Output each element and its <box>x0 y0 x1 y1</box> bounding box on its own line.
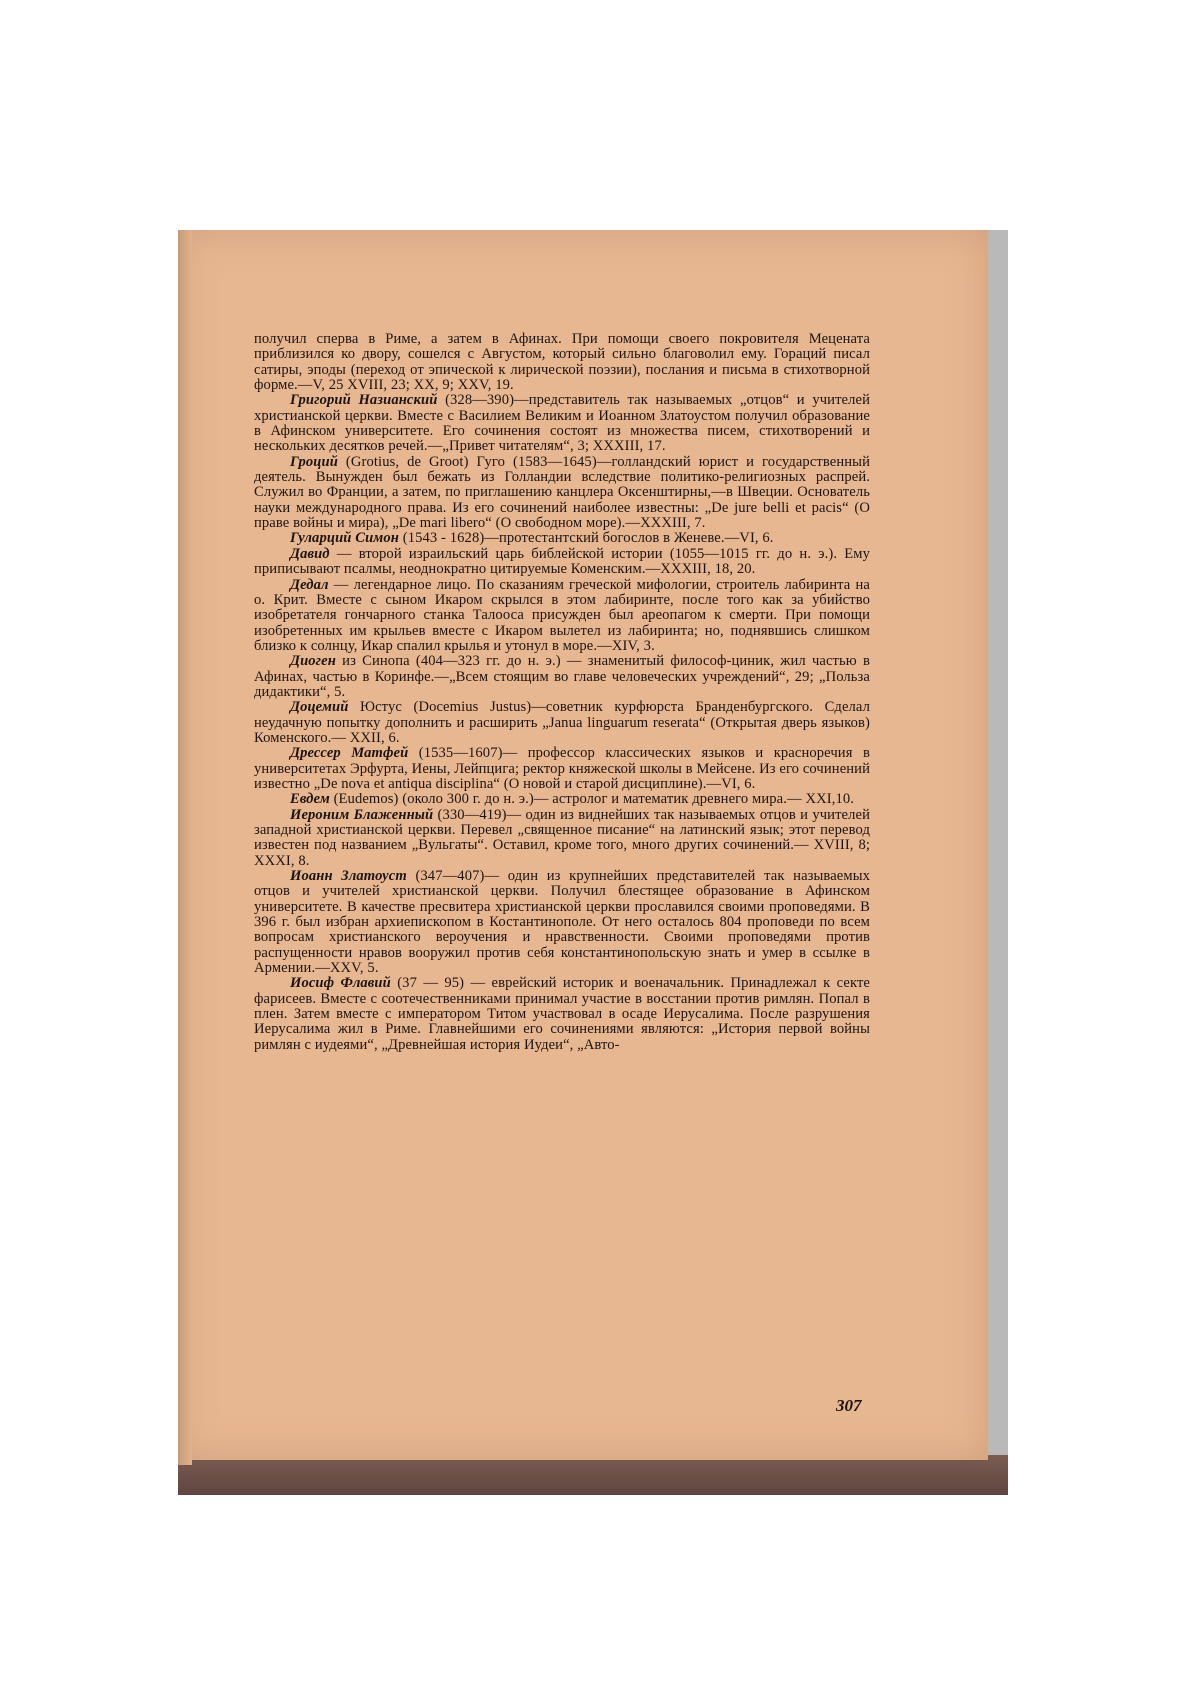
entry-david <box>254 547 870 578</box>
entry-text: — легендарное лицо. По сказаниям греческой мифологии, строитель лабиринта на о. Крит. Вместе с сыном Икаром скрылся в этом лабиринте, после того как за убийство изобретателя гончарного станка Талооса присужден был ареопагом к смерти. При помощи изобретенных им крыльев вместе с Икаром вылетел из лабиринта; но, поднявшись слишком близко к солнцу, Икар спалил крылья и утонул в море.—XIV, 3. <box>254 576 870 654</box>
entry-daedalus <box>254 578 870 655</box>
page-number: 307 <box>836 1396 862 1415</box>
entry-text: (328—390)—представитель так называемых „отцов“ и учителей христианской церкви. Вместе с Василием Великим и Иоанном Златоустом получил образование в Афинском университете. Его сочинения состоят из множества писем, стихотворений и нескольких десятков речей.—„Привет читателям“, 3; XXXIII, 17. <box>254 392 870 455</box>
entry-name: Диоген <box>290 653 336 670</box>
entry-name: Иосиф Флавий <box>290 975 391 992</box>
entry-gregory-nazianzen <box>254 393 870 454</box>
entry-josephus <box>254 976 870 1053</box>
entry-name: Дрессер Матфей <box>290 745 409 762</box>
entry-text: (Eudemos) (около 300 г. до н. э.)— астролог и математик древнего мира.— XXI,10. <box>329 791 854 808</box>
entry-name: Доцемий <box>290 699 349 716</box>
entry-jerome <box>254 808 870 869</box>
text-column <box>254 332 870 1053</box>
entry-text: из Синопа (404—323 гг. до н. э.) — знаменитый философ-циник, жил частью в Афинах, частью в Коринфе.—„Всем стоящим во главе человеческих учреждений“, 29; „Польза дидактики“, 5. <box>254 653 870 700</box>
page-bottom-edge <box>178 1455 1008 1495</box>
entry-name: Григорий Назианский <box>290 392 438 409</box>
entry-name: Евдем <box>290 791 330 808</box>
entry-goulart <box>254 531 870 546</box>
entry-text: (347—407)— один из крупнейших представителей так называемых отцов и учителей христианской церкви. Получил блестящее образование в Афинском университете. В качестве пресвитера христианской церкви прославился своими проповедями. В 396 г. был избран архиепископом в Костантинополе. От него осталось 804 проповеди по всем вопросам христианского вероучения и нравственности. Своими проповедями против распущенности нравов вооружил против себя константинопольскую знать и умер в ссылке в Армении.—XXV, 5. <box>254 868 871 977</box>
page-spine-edge <box>178 230 192 1465</box>
entry-name: Иероним Блаженный <box>290 806 434 823</box>
entry-text: (1535—1607)— профессор классических языков и красноречия в университетах Эрфурта, Иены, Лейпцига; ректор княжеской школы в Мейсене. Из его сочинений известно „De nova et antiqua disciplina“ (О новой и старой дисциплине).—VI, 6. <box>254 745 870 792</box>
entry-text: (Grotius, de Groot) Гуго (1583—1645)—голландский юрист и государственный деятель. Вынужден был бежать из Голландии вследствие политико-религиозных распрей. Служил во Франции, а затем, по приглашению канцлера Оксенштирны,—в Швеции. Основатель науки международного права. Из его сочинений наиболее известны: „De jure belli et pacis“ (О праве войны и мира), „De mari libero“ (О свободном море).—XXXIII, 7. <box>254 453 870 532</box>
entry-name: Давид <box>290 545 330 562</box>
entry-text: Юстус (Docemius Justus)—советник курфюрста Бранденбургского. Сделал неудачную попытку дополнить и расширить „Janua linguarum reserata“ (Открытая дверь языков) Коменского.— XXII, 6. <box>254 699 870 746</box>
entry-diogenes <box>254 654 870 700</box>
entry-eudemos <box>254 792 870 807</box>
entry-grotius <box>254 455 870 532</box>
entry-text: (330—419)— один из виднейших так называемых отцов и учителей западной христианской церкви. Перевел „священное писание“ на латинский язык; этот перевод известен под названием „Вульгаты“. Оставил, кроме того, много других сочинений.— XVIII, 8; XXXI, 8. <box>254 806 871 869</box>
entry-name: Гуларций Симон <box>290 530 399 547</box>
entry-name: Дедал <box>290 576 329 593</box>
entry-text: — второй израильский царь библейской истории (1055—1015 гг. до н. э.). Ему приписывают псалмы, неоднократно цитируемые Коменским.—XXXIII, 18, 20. <box>254 545 870 578</box>
entry-docemius <box>254 700 870 746</box>
entry-dresser <box>254 746 870 792</box>
entry-name: Иоанн Златоуст <box>290 868 407 885</box>
entry-john-chrysostom <box>254 869 870 976</box>
entry-name: Гроций <box>290 453 338 470</box>
entry-text: (1543 - 1628)—протестантский богослов в Женеве.—VI, 6. <box>399 530 774 547</box>
entry-text: получил сперва в Риме, а затем в Афинах. При помощи своего покровителя Мецената приблизился ко двору, сошелся с Августом, который сильно благоволил ему. Гораций писал сатиры, эподы (переход от эпической к лирической поэзии), послания и письма в стихотворной форме.—V, 25 XVIII, 23; XX, 9; XXV, 19. <box>254 331 870 394</box>
entry-text: (37 — 95) — еврейский историк и военачальник. Принадлежал к секте фарисеев. Вместе с соотечественниками принимал участие в восстании против римлян. Попал в плен. Затем вместе с императором Титом участвовал в осаде Иерусалима. После разрушения Иерусалима жил в Риме. Главнейшими его сочинениями являются: „История первой войны римлян с иудеями“, „Древнейшая история Иудеи“, „Авто- <box>254 975 871 1053</box>
entry-continued <box>254 332 870 393</box>
